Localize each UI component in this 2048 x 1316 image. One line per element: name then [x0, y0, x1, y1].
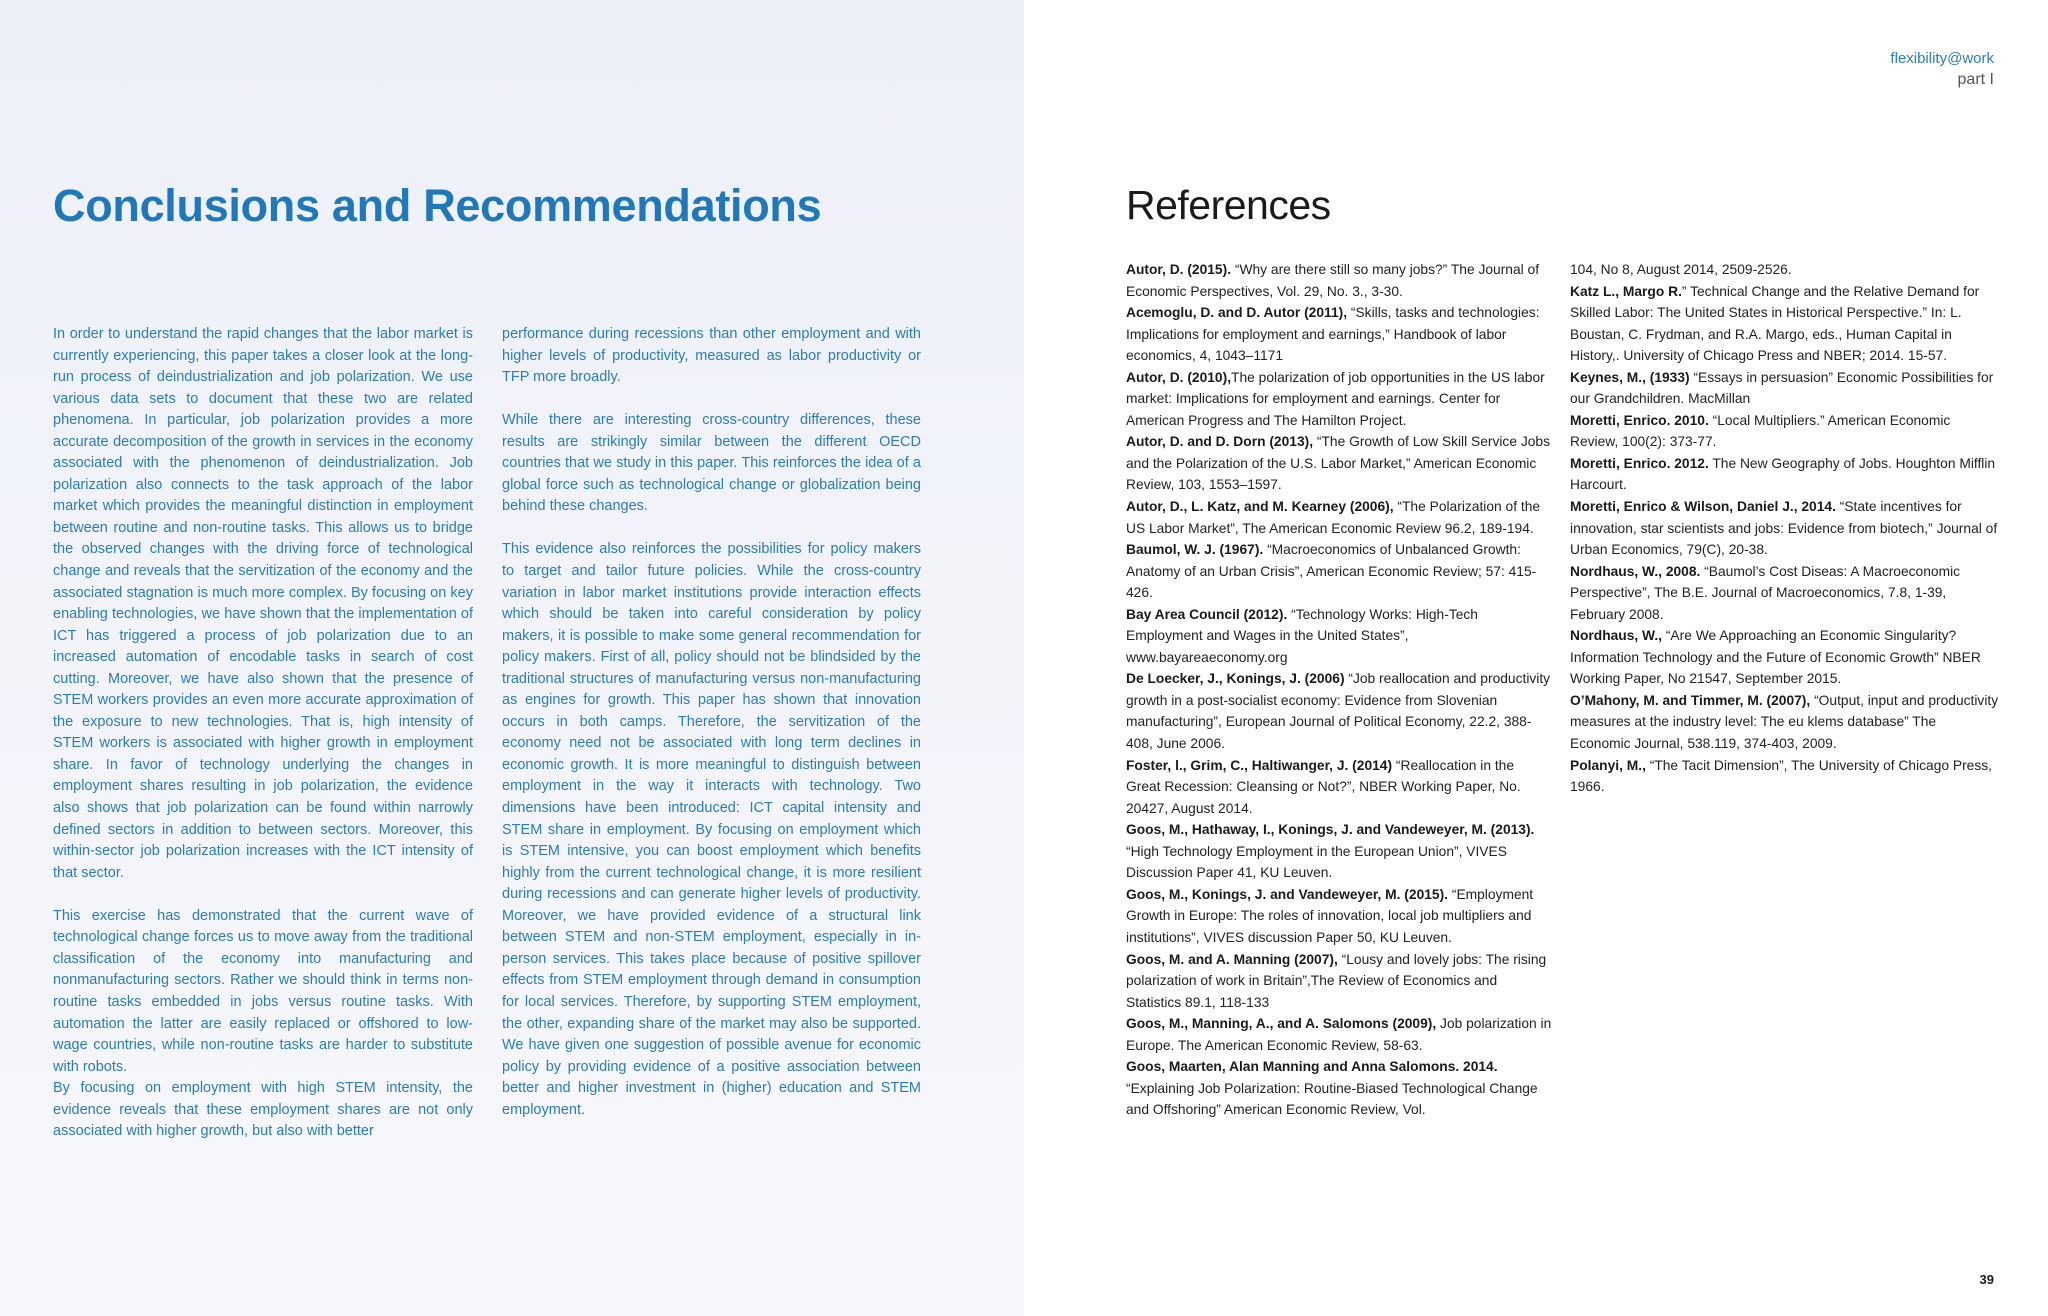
reference-text: “The Polarization of the US Labor Market”, The American Economic Review 96.2, 189-194.: [1126, 499, 1541, 536]
references-column-1: [1126, 259, 1552, 1121]
reference-entry: [1570, 281, 2000, 367]
running-header: [1890, 48, 1994, 90]
reference-text: The New Geography of Jobs. Houghton Mifflin Harcourt.: [1570, 455, 1996, 493]
reference-author: Goos, Maarten, Alan Manning and Anna Salomons. 2014.: [1126, 1059, 1498, 1075]
reference-author: Keynes, M., (1933): [1570, 369, 1690, 385]
reference-entry: [1126, 431, 1552, 496]
reference-text: “Why are there still so many jobs?” The Journal of Economic Perspectives, Vol. 29, No. 3., 3-30.: [1126, 262, 1540, 299]
reference-entry: [1126, 884, 1552, 949]
reference-text: “Are We Approaching an Economic Singularity? Information Technology and the Future of Economic Growth” NBER Working Paper, No 21547, September 2015.: [1570, 628, 1981, 687]
paragraph: While there are interesting cross-country differences, these results are strikingly similar between the different OECD countries that we study in this paper. This reinforces the idea of a global force such as technological change or globalization being behind these changes.: [502, 412, 921, 515]
reference-author: Goos, M. and A. Manning (2007),: [1126, 951, 1338, 967]
reference-text: “The Tacit Dimension”, The University of Chicago Press, 1966.: [1570, 757, 1992, 795]
reference-author: Moretti, Enrico & Wilson, Daniel J., 2014.: [1570, 499, 1836, 515]
reference-text: “Employment Growth in Europe: The roles of innovation, local job multipliers and institutions”, VIVES discussion Paper 50, KU Leuven.: [1126, 886, 1534, 945]
reference-entry: [1570, 625, 2000, 690]
reference-text: “The Growth of Low Skill Service Jobs and the Polarization of the U.S. Labor Market,” American Economic Review, 103, 1553–1597.: [1126, 434, 1550, 493]
reference-text: “Technology Works: High-Tech Employment and Wages in the United States”, www.bayareaeconomy.org: [1126, 606, 1478, 665]
paragraph: This evidence also reinforces the possibilities for policy makers to target and tailor future policies. While the cross-country variation in labor market institutions provide interaction effects which should be taken into careful consideration by policy makers, it is possible to make some general recommendation for policy makers. First of all, policy should not be blindsided by the traditional structures of manufacturing versus non-manufacturing as engines for growth. This paper has shown that innovation occurs in both camps. Therefore, the servitization of the economy need not be associated with long term declines in economic growth. It is more meaningful to distinguish between employment in the way it interacts with technology. Two dimensions have been introduced: ICT capital intensity and STEM share in employment. By focusing on employment which is STEM intensive, you can boost employment which benefits highly from the current technological change, it is more resilient during recessions and can generate higher levels of productivity. Moreover, we have provided evidence of a structural link between STEM and non-STEM employment, especially in in-person services. This takes place because of positive spillover effects from STEM employment through demand in consumption for local services. Therefore, by supporting STEM employment, the other, expanding share of the market may also be supported. We have given one suggestion of possible avenue for economic policy by providing evidence of a positive association between better and higher investment in (higher) education and STEM employment.: [502, 541, 921, 1118]
reference-author: Polanyi, M.,: [1570, 757, 1646, 773]
reference-text: “Explaining Job Polarization: Routine-Biased Technological Change and Offshoring” American Economic Review, Vol.: [1126, 1080, 1538, 1118]
reference-author: Goos, M., Hathaway, I., Konings, J. and Vandeweyer, M. (2013).: [1126, 822, 1535, 838]
reference-entry: [1126, 668, 1552, 754]
reference-entry: [1126, 539, 1552, 604]
reference-entry: [1570, 410, 2000, 453]
reference-author: De Loecker, J., Konings, J. (2006): [1126, 671, 1345, 687]
reference-author: Moretti, Enrico. 2012.: [1570, 455, 1709, 471]
reference-entry: [1126, 1056, 1552, 1121]
reference-author: Katz L., Margo R.: [1570, 283, 1682, 299]
reference-entry: [1126, 819, 1552, 884]
references-title: References: [1126, 182, 1331, 228]
reference-author: Autor, D. and D. Dorn (2013),: [1126, 434, 1314, 450]
reference-text: “Reallocation in the Great Recession: Cleansing or Not?”, NBER Working Paper, No. 20427, August 2014.: [1126, 757, 1521, 816]
reference-author: Nordhaus, W., 2008.: [1570, 563, 1701, 579]
reference-text: “State incentives for innovation, star scientists and jobs: Evidence from biotech,” Journal of Urban Economics, 79(C), 20-38.: [1570, 499, 1998, 558]
reference-entry: [1570, 561, 2000, 626]
references-column-2: [1570, 259, 2000, 798]
reference-text: “Baumol’s Cost Diseas: A Macroeconomic Perspective”, The B.E. Journal of Macroeconomics, 7.8, 1-39, February 2008.: [1570, 563, 1961, 622]
reference-author: Bay Area Council (2012).: [1126, 606, 1288, 622]
reference-entry: [1126, 259, 1552, 302]
reference-entry: [1126, 755, 1552, 820]
reference-text: Job polarization in Europe. The American Economic Review, 58-63.: [1126, 1016, 1552, 1053]
reference-author: Goos, M., Manning, A., and A. Salomons (2009),: [1126, 1016, 1437, 1032]
reference-author: Nordhaus, W.,: [1570, 628, 1662, 644]
reference-author: Baumol, W. J. (1967).: [1126, 542, 1264, 558]
reference-text: ” Technical Change and the Relative Demand for Skilled Labor: The United States in Historical Perspective.” In: L. Boustan, C. Frydman, and R.A. Margo, eds., Human Capital in History,. University of Chicago Press and NBER; 2014. 15-57.: [1570, 283, 1980, 364]
part-label: part I: [1957, 71, 1994, 88]
publication-tag: flexibility@work: [1890, 50, 1994, 67]
body-column-1: [53, 324, 473, 1164]
reference-text: “Lousy and lovely jobs: The rising polarization of work in Britain”,The Review of Economics and Statistics 89.1, 118-133: [1126, 951, 1547, 1010]
reference-text: “Job reallocation and productivity growth in a post-socialist economy: Evidence from Slovenian manufacturing”, European Journal of Political Economy, 22.2, 388-408, June 2006.: [1126, 671, 1551, 752]
reference-entry: [1570, 690, 2000, 755]
reference-author: Goos, M., Konings, J. and Vandeweyer, M. (2015).: [1126, 886, 1449, 902]
reference-text: “Skills, tasks and technologies: Implications for employment and earnings,” Handbook of labor economics, 4, 1043–1171: [1126, 305, 1540, 364]
paragraph: In order to understand the rapid changes that the labor market is currently experiencing, this paper takes a closer look at the long-run process of deindustrialization and job polarization. We use various data sets to document that these two are related phenomena. In particular, job polarization provides a more accurate decomposition of the growth in services in the economy associated with the phenomenon of deindustrialization. Job polarization also connects to the task approach of the labor market which provides the meaningful distinction in employment between routine and non-routine tasks. This allows us to bridge the observed changes with the driving force of technological change and reveals that the servitization of the economy and the associated stagnation is much more complex. By focusing on key enabling technologies, we have shown that the implementation of ICT has triggered a process of job polarization due to an increased automation of encodable tasks in search of cost cutting. Moreover, we have also shown that the presence of STEM workers provides an even more accurate approximation of the exposure to new technologies. That is, high intensity of STEM workers is associated with higher growth in employment share. In favor of technology underlying the changes in employment shares resulting in job polarization, the evidence also shows that job polarization can be found within narrowly defined sectors in addition to between sectors. Moreover, this within-sector job polarization increases with the ICT intensity of that sector.: [53, 326, 473, 881]
reference-text: 104, No 8, August 2014, 2509-2526.: [1570, 262, 1792, 277]
reference-author: Autor, D., L. Katz, and M. Kearney (2006),: [1126, 499, 1394, 515]
reference-author: O’Mahony, M. and Timmer, M. (2007),: [1570, 692, 1811, 708]
reference-entry: [1126, 302, 1552, 367]
reference-author: Acemoglu, D. and D. Autor (2011),: [1126, 305, 1348, 321]
reference-author: Autor, D. (2010),: [1126, 369, 1232, 385]
reference-author: Autor, D. (2015).: [1126, 262, 1232, 277]
reference-entry: [1126, 496, 1552, 539]
reference-entry: [1126, 367, 1552, 432]
paragraph: performance during recessions than other employment and with higher levels of productivity, measured as labor productivity or TFP more broadly.: [502, 326, 921, 386]
reference-entry: [1570, 755, 2000, 798]
reference-text: “Output, input and productivity measures at the industry level: The eu klems database” The Economic Journal, 538.119, 374-403, 2009.: [1570, 692, 1999, 752]
reference-entry: [1570, 367, 2000, 410]
reference-text: “High Technology Employment in the European Union”, VIVES Discussion Paper 41, KU Leuven.: [1126, 843, 1507, 881]
page-title: Conclusions and Recommendations: [53, 180, 822, 231]
reference-entry: [1570, 496, 2000, 561]
reference-entry: [1126, 1013, 1552, 1056]
body-column-2: [502, 324, 921, 1143]
reference-entry: [1126, 604, 1552, 669]
page-number: 39: [1979, 1272, 1994, 1287]
reference-entry: [1570, 453, 2000, 496]
reference-author: Moretti, Enrico. 2010.: [1570, 412, 1709, 428]
reference-text: “Essays in persuasion” Economic Possibilities for our Grandchildren. MacMillan: [1570, 369, 1994, 407]
reference-entry: [1570, 259, 2000, 281]
reference-text: “Macroeconomics of Unbalanced Growth: Anatomy of an Urban Crisis”, American Economic Review; 57: 415-426.: [1126, 542, 1537, 601]
reference-entry: [1126, 949, 1552, 1014]
reference-author: Foster, l., Grim, C., Haltiwanger, J. (2014): [1126, 757, 1393, 773]
paragraph: By focusing on employment with high STEM intensity, the evidence reveals that these employment shares are not only associated with higher growth, but also with better: [53, 1080, 473, 1140]
reference-text: The polarization of job opportunities in the US labor market: Implications for employment and earnings. Center for American Progress and The Hamilton Project.: [1126, 369, 1545, 428]
paragraph: This exercise has demonstrated that the current wave of technological change forces us to move away from the traditional classification of the economy into manufacturing and nonmanufacturing sectors. Rather we should think in terms non-routine tasks embedded in jobs versus routine tasks. With automation the latter are easily replaced or offshored to low-wage countries, while non-routine tasks are harder to substitute with robots.: [53, 907, 473, 1075]
reference-text: “Local Multipliers.” American Economic Review, 100(2): 373-77.: [1570, 412, 1951, 450]
